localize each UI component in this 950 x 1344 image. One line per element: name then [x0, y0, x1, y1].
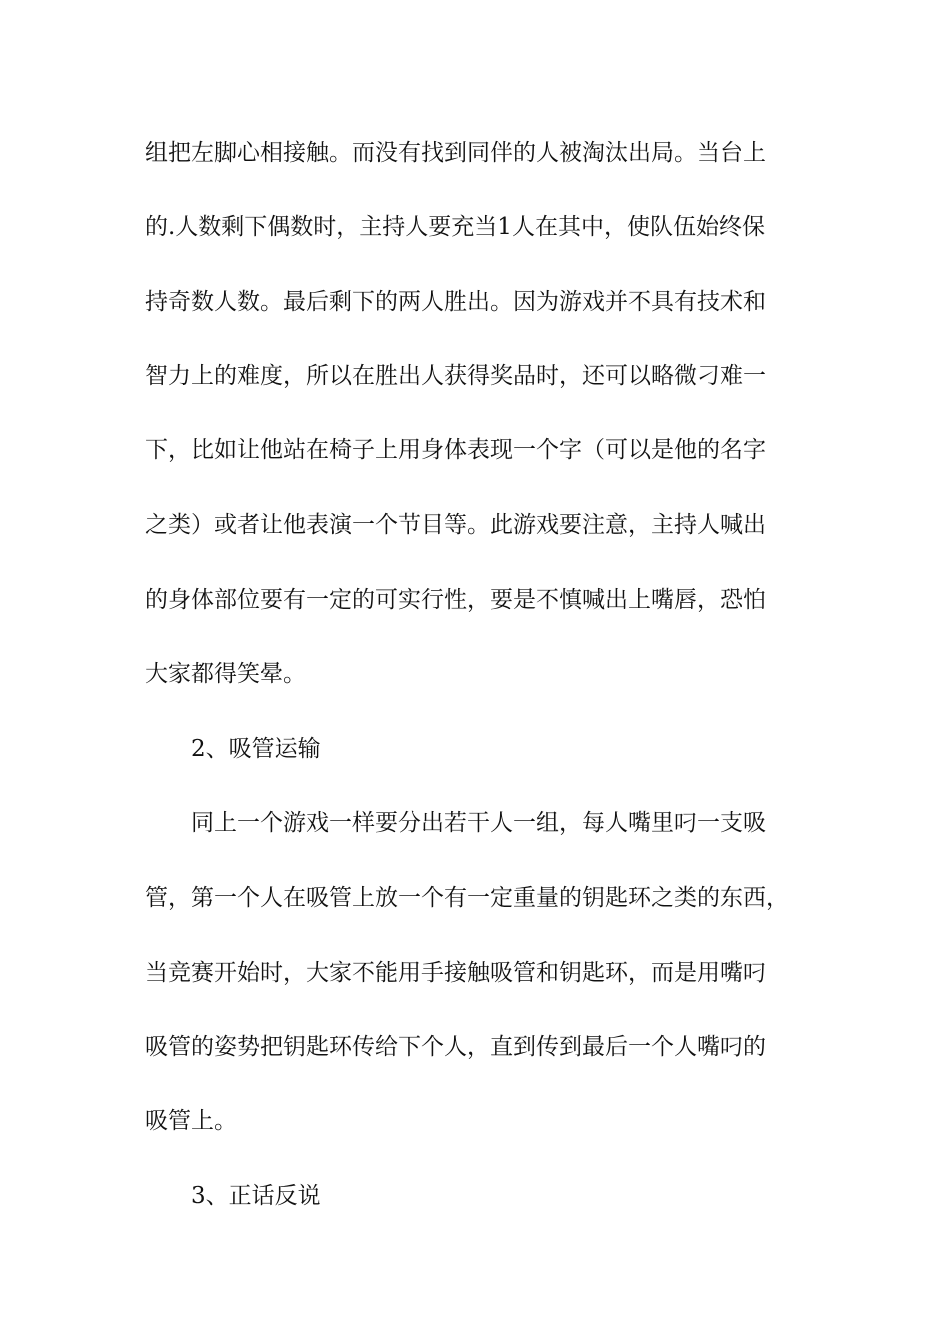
text-line: 管，第一个人在吸管上放一个有一定重量的钥匙环之类的东西，	[145, 885, 789, 911]
text-line: 吸管的姿势把钥匙环传给下个人，直到传到最后一个人嘴叼的	[145, 1034, 766, 1060]
section-heading: 2、吸管运输	[191, 736, 321, 762]
text-line: 下，比如让他站在椅子上用身体表现一个字（可以是他的名字	[145, 437, 766, 463]
text-line: 的.人数剩下偶数时，主持人要充当1人在其中，使队伍始终保	[145, 214, 765, 240]
text-line: 的身体部位要有一定的可实行性，要是不慎喊出上嘴唇，恐怕	[145, 587, 766, 613]
text-line: 当竞赛开始时，大家不能用手接触吸管和钥匙环，而是用嘴叼	[145, 960, 766, 986]
text-line: 持奇数人数。最后剩下的两人胜出。因为游戏并不具有技术和	[145, 289, 766, 315]
text-line: 智力上的难度，所以在胜出人获得奖品时，还可以略微刁难一	[145, 363, 766, 389]
paragraph-first-line: 同上一个游戏一样要分出若干人一组，每人嘴里叼一支吸	[191, 810, 766, 836]
text-line: 吸管上。	[145, 1108, 237, 1134]
text-line: 大家都得笑晕。	[145, 661, 306, 687]
text-line: 之类）或者让他表演一个节目等。此游戏要注意，主持人喊出	[145, 512, 766, 538]
text-line: 组把左脚心相接触。而没有找到同伴的人被淘汰出局。当台上	[145, 140, 766, 166]
section-heading: 3、正话反说	[191, 1183, 321, 1209]
